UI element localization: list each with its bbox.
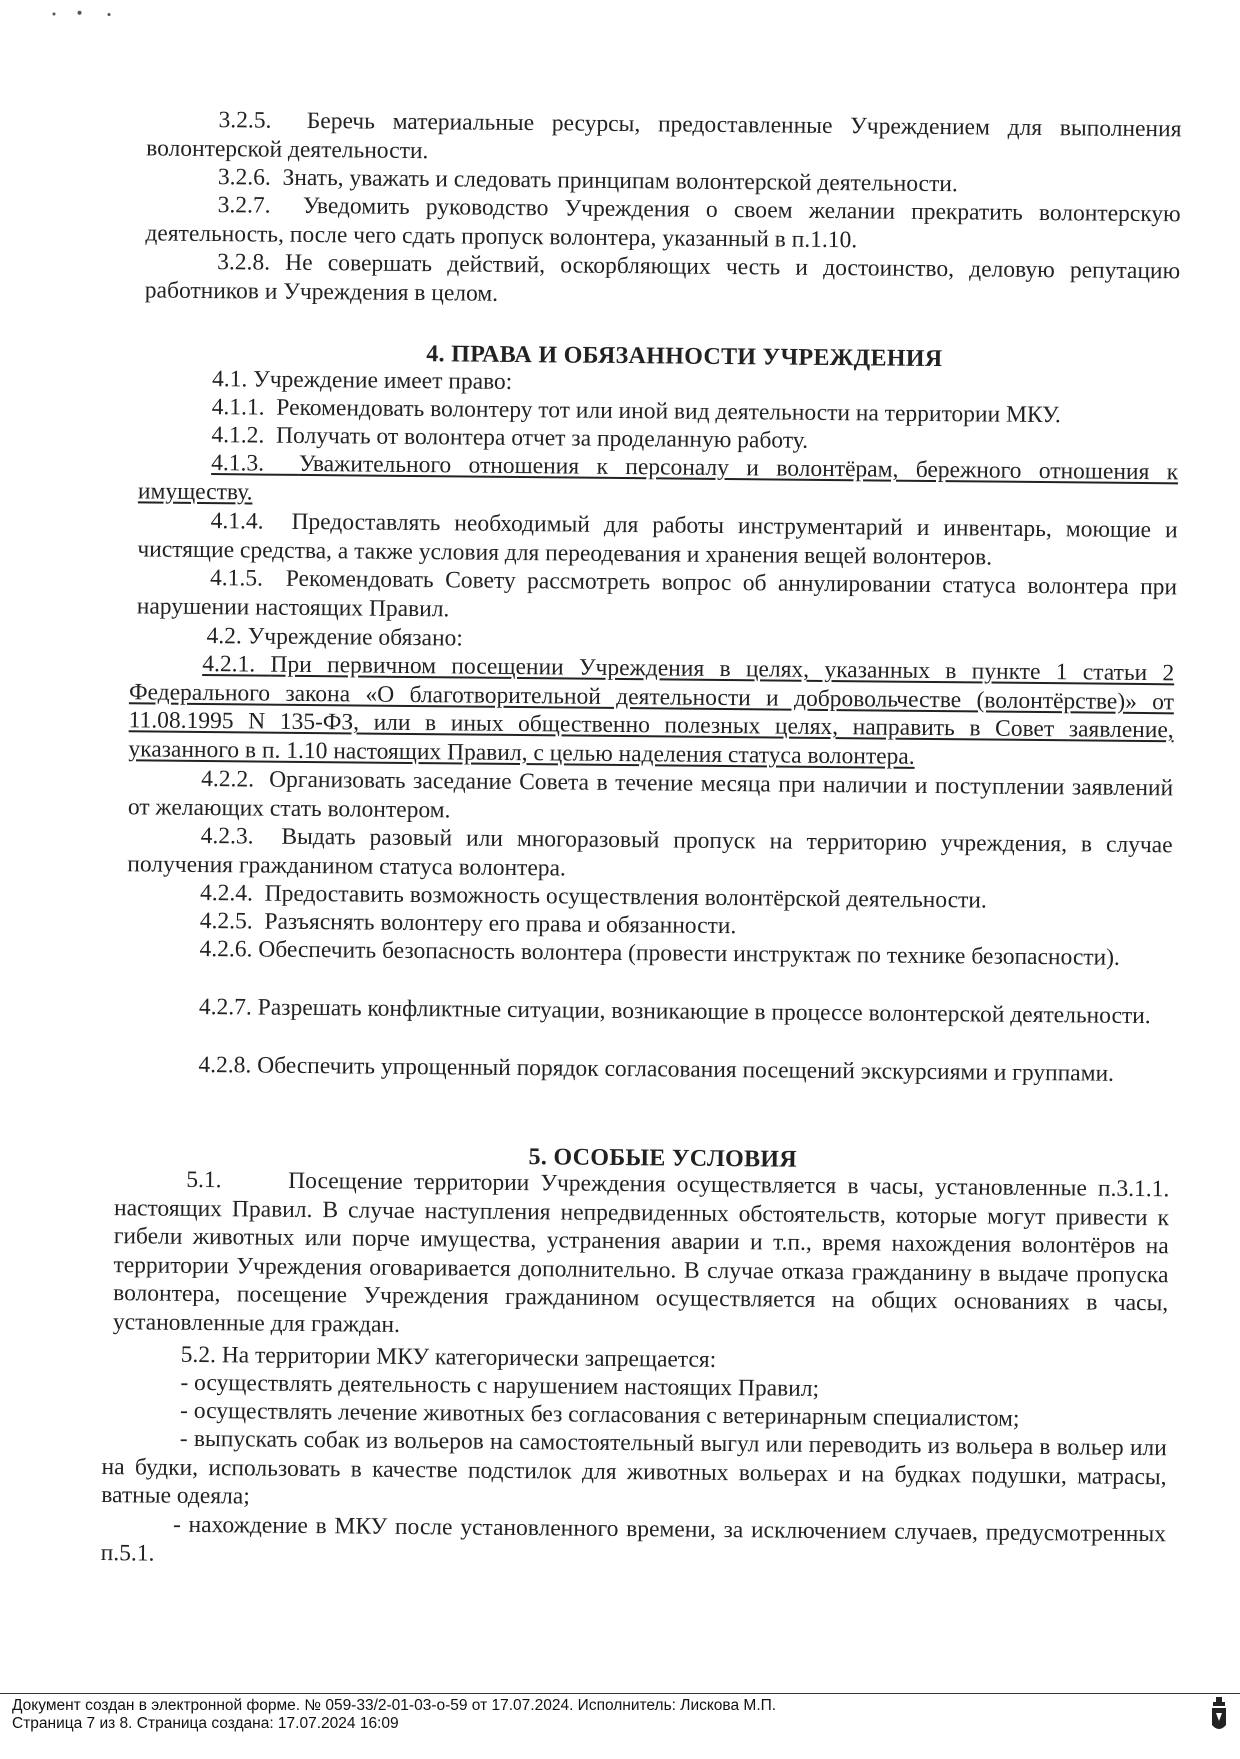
scan-speck [108,13,111,16]
prohibition-item: - выпускать собак из вольеров на самостоятельный выгул или переводить из вольера в вольер или на будки, использовать в качестве подстилок для животных вольерах и на будках подушки, матрасы, ватные одеяла; [101,1425,1167,1510]
item-text: При первичном посещении Учреждения в целях, указанных в пункте 1 статьи 2 Федерального закона «О благотворительной деятельности и добровольчестве (волонтёрстве)» от 11.08.1995 N 135-ФЗ, или в иных общественно полезных целях, направить в Совет заявление, указанного в п. 1.10 настоящих Правил, с целью наделения статуса волонтера. [128,651,1175,770]
item-text: Беречь материальные ресурсы, предоставленные Учреждением для выполнения волонтерской деятельности. [146,107,1182,164]
coat-of-arms-icon [1210,1697,1228,1737]
item-text: Уведомить руководство Учреждения о своем желании прекратить волонтерскую деятельность, после чего сдать пропуск волонтера, указанный в п.1.10. [145,192,1181,253]
section-5-heading: 5. ОСОБЫЕ УСЛОВИЯ [528,1144,798,1173]
item-number: 4.2.1. [202,650,256,678]
paragraph-4-1-5 [137,563,1177,630]
paragraph-3-2-5 [146,105,1181,172]
item-text: Рекомендовать Совету рассмотреть вопрос об аннулировании статуса волонтера при нарушении настоящих Правил. [136,565,1178,622]
footer-line-document: Документ создан в электронной форме. № 059-33/2-01-03-о-59 от 17.07.2024. Исполнитель: Лискова М.П. [12,1697,777,1714]
item-number: 4.2.6. [199,935,253,963]
item-number: 4.1.3. [211,450,265,477]
footer-divider [0,1693,1240,1694]
item-number: 4.1.1. [211,394,265,421]
item-text: Организовать заседание Совета в течение месяца при наличии и поступлении заявлений от желающих стать волонтером. [127,766,1174,823]
item-text: Уважительного отношения к персоналу и волонтёрам, бережного отношения к имуществу. [137,450,1179,505]
item-text: Выдать разовый или многоразовый пропуск на территорию учреждения, в случае получения гражданином статуса волонтера. [127,823,1173,881]
item-text: Разрешать конфликтные ситуации, возникающие в процессе волонтерской деятельности. [257,994,1151,1030]
duties-intro: 4.2. Учреждение обязано: [206,623,464,652]
item-number: 4.1.5. [209,565,264,592]
paragraph-5-1 [113,1165,1170,1346]
item-text: Знать, уважать и следовать принципам волонтерской деятельности. [282,164,958,198]
item-text: Предоставлять необходимый для работы инструментарий и инвентарь, моющие и чистящие средства, а также условия для переодевания и хранения вещей волонтеров. [137,508,1178,571]
rights-intro: 4.1. Учреждение имеет право: [211,366,513,395]
item-number: 4.2.2. [201,765,255,793]
item-number: 3.2.5. [218,107,272,134]
item-number: 4.2.5. [199,907,253,935]
item-number: 3.2.8. [217,249,271,276]
prohibition-item: - нахождение в МКУ после установленного времени, за исключением случаев, предусмотренных п.5.1. [100,1511,1167,1567]
section-4-heading: 4. ПРАВА И ОБЯЗАННОСТИ УЧРЕЖДЕНИЯ [426,341,943,373]
item-number: 4.2.3. [200,822,254,850]
paragraph-4-1-3 [138,448,1178,515]
item-number: 3.2.6. [217,164,271,191]
prohibition-item: - осуществлять лечение животных без согласования с ветеринарным специалистом; [179,1397,1020,1432]
paragraph-3-2-7 [145,190,1180,257]
scan-speck [78,11,82,15]
item-text: Не совершать действий, оскорбляющих честь и достоинство, деловую репутацию работников и Учреждения в целом. [144,249,1181,307]
item-number: 4.2.4. [199,879,254,907]
item-text: Разъяснять волонтеру его права и обязанности. [264,908,737,940]
item-number: 4.2.7. [198,993,252,1021]
paragraph-3-2-8 [145,247,1180,314]
item-number: 3.2.7. [217,192,271,219]
paragraph-4-2-7 [126,992,1171,1031]
item-number: 5.1. [186,1166,222,1194]
footer-line-page: Страница 7 из 8. Страница создана: 17.07.2024 16:09 [12,1715,399,1732]
item-text: Получать от волонтера отчет за проделанную работу. [275,422,809,454]
item-number: 4.1.4. [210,508,264,535]
paragraph-4-2-3 [127,821,1172,888]
paragraph-4-2-8 [125,1050,1170,1089]
scan-speck [53,13,56,16]
item-number: 4.2.8. [198,1051,252,1079]
prohibition-item: - осуществлять деятельность с нарушением настоящих Правил; [180,1369,820,1402]
item-text: Обеспечить безопасность волонтера (провести инструктаж по технике безопасности). [258,936,1120,971]
item-text: Предоставить возможность осуществления волонтёрской деятельности. [264,880,987,914]
paragraph-4-2-2 [128,764,1173,831]
paragraph-4-2-1 [128,649,1174,773]
footer-stamp [12,1697,776,1733]
item-text: Обеспечить упрощенный порядок согласования посещений экскурсиями и группами. [257,1052,1115,1087]
item-text: Посещение территории Учреждения осуществляется в часы, установленные п.3.1.1. настоящих Правил. В случае наступления непредвиденных обстоятельств, которые могут привести к гибели животных или порче имущества, устранения аварии и т.п., время нахождения волонтёров на территории Учреждения оговаривается дополнительно. В случае отказа гражданину в выдаче пропуска волонтера, посещение Учреждения гражданином осуществляется на общих основаниях в часы, установленные для граждан. [112,1167,1170,1338]
prohibitions-intro: 5.2. На территории МКУ категорически запрещается: [180,1341,717,1373]
item-text: Рекомендовать волонтеру тот или иной вид деятельности на территории МКУ. [276,394,1061,429]
item-number: 4.1.2. [211,422,265,449]
paragraph-4-1-4 [137,506,1177,573]
